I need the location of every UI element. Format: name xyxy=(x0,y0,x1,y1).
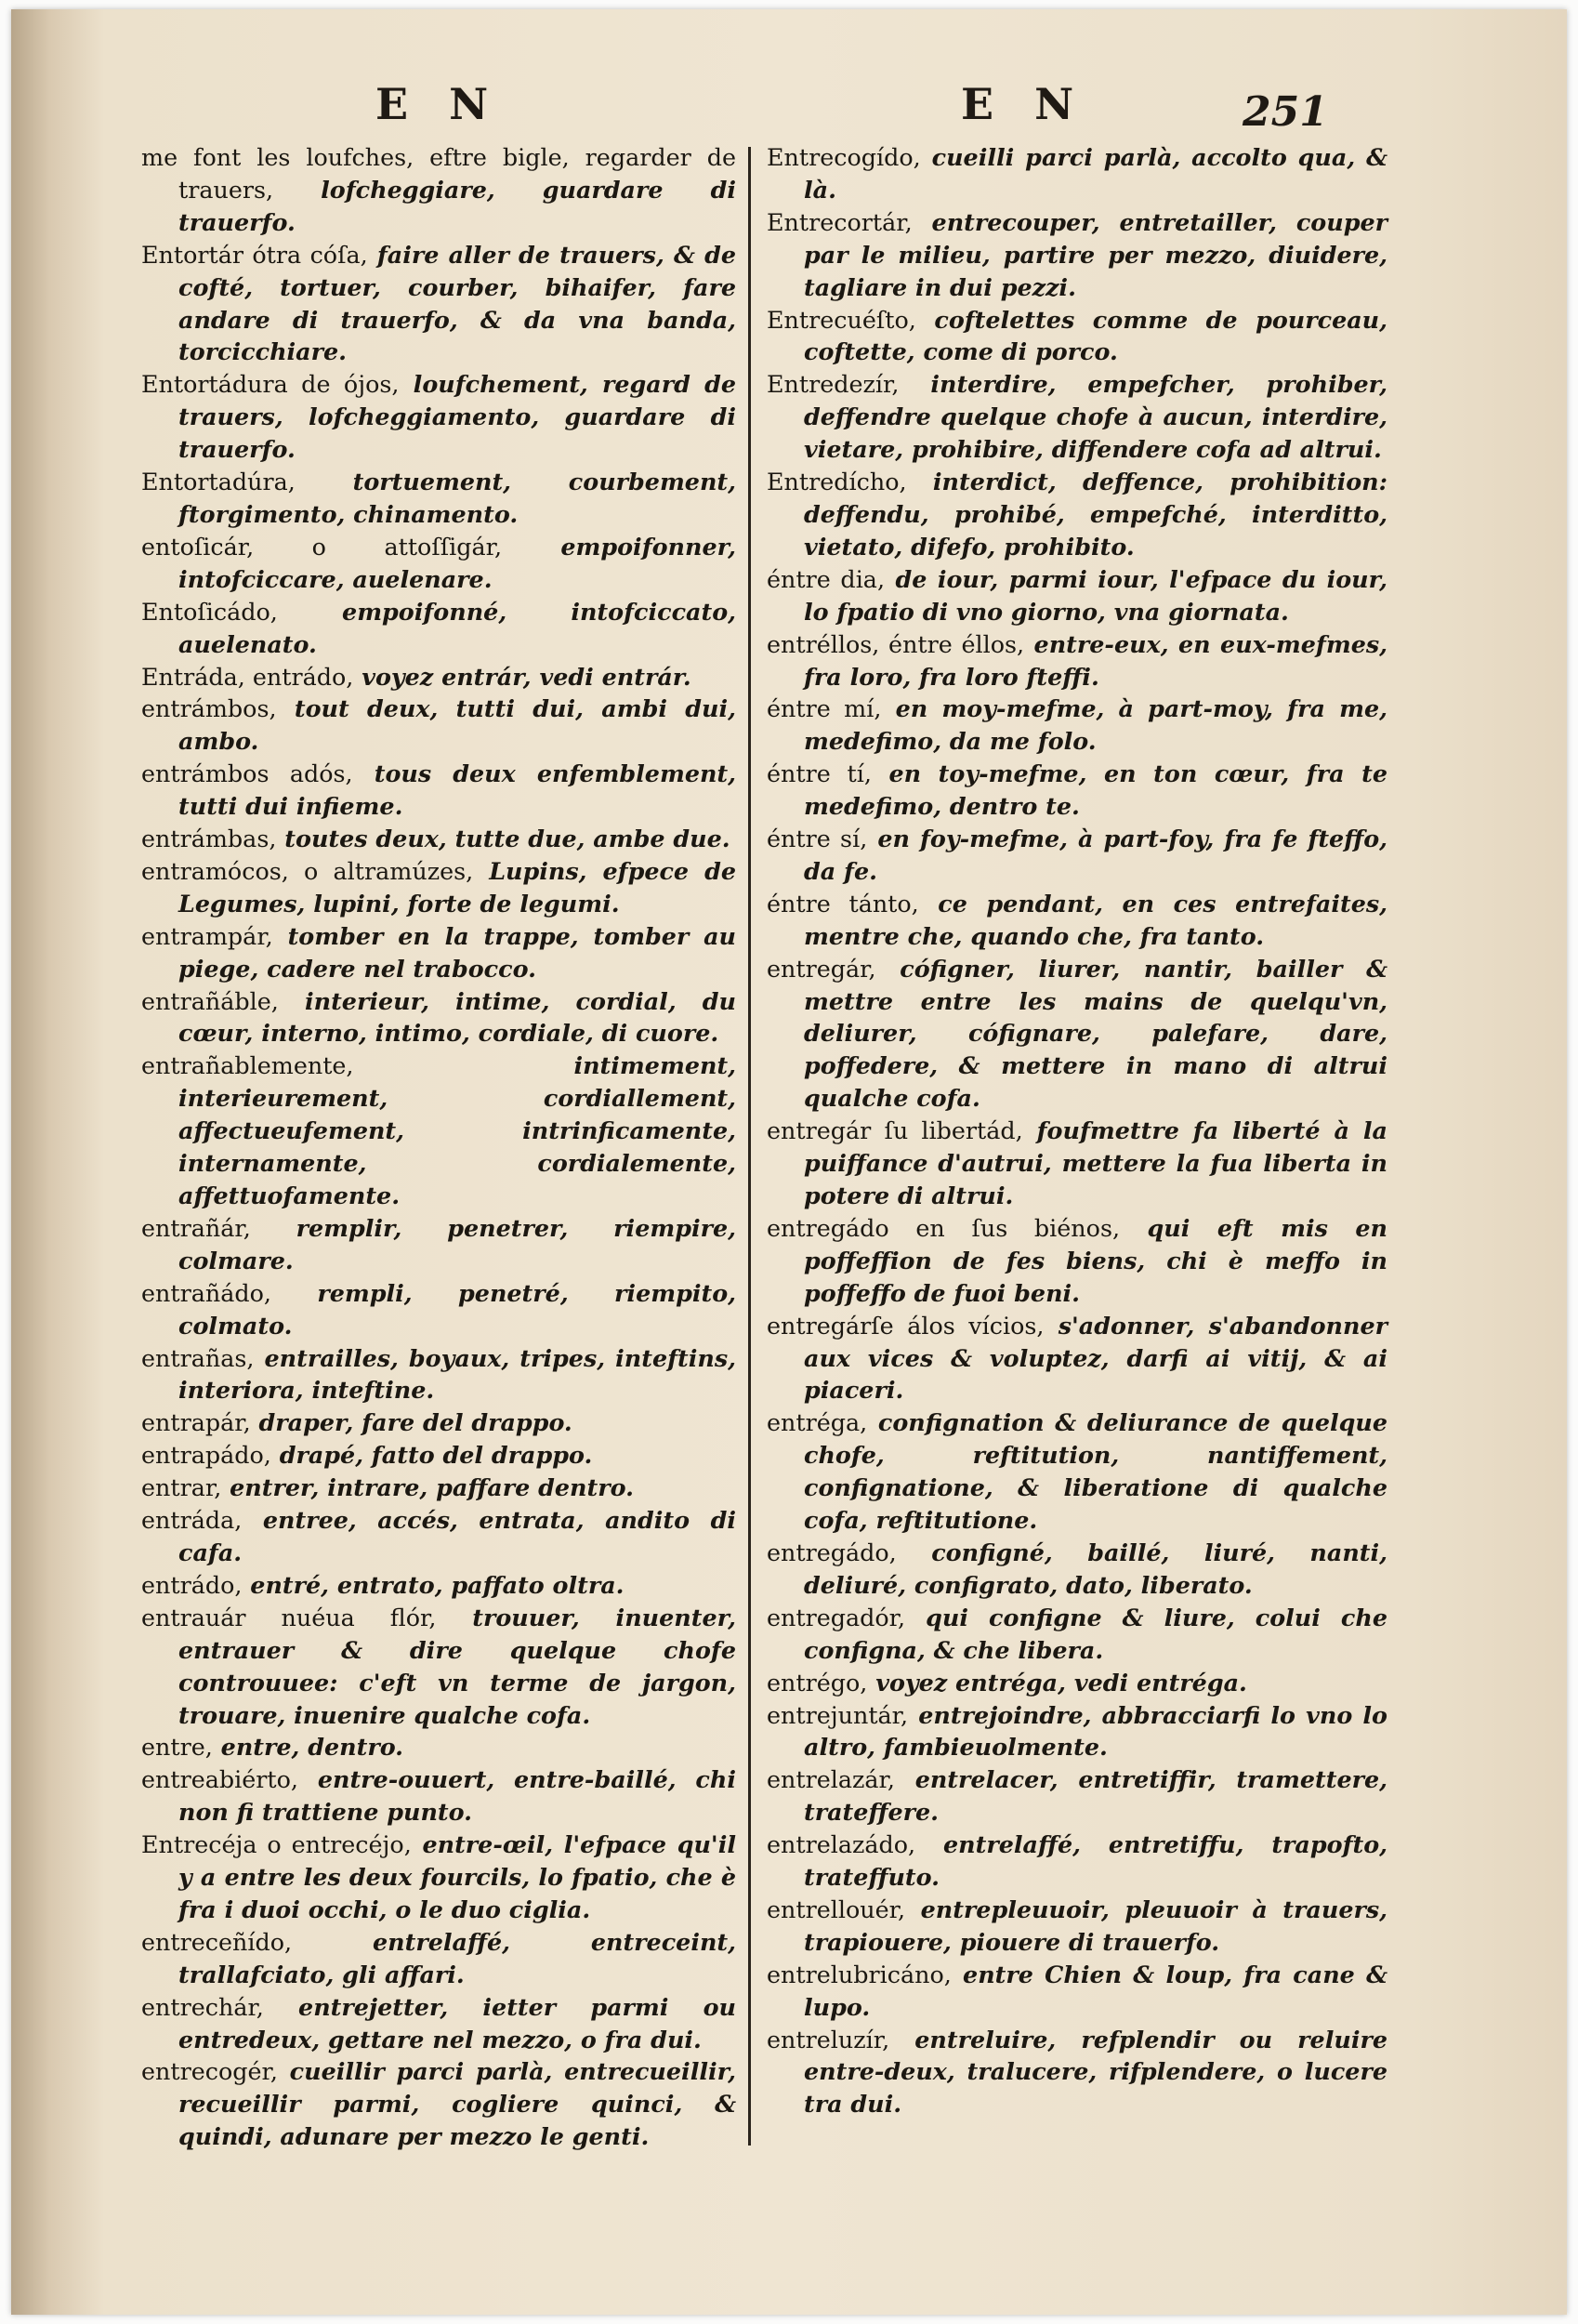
entry-headword: Entortádura de ójos, xyxy=(141,370,400,399)
entry-definition: s'adonner, s'abandonner aux vices & voluptez, darfi ai vitij, & ai piaceri. xyxy=(804,1311,1387,1405)
entry-headword: entreluzír, xyxy=(767,2025,890,2053)
entry-definition: rempli, penetré, riempito, colmato. xyxy=(178,1278,736,1340)
dictionary-entry xyxy=(767,1115,1387,1212)
dictionary-entry xyxy=(767,628,1387,693)
entry-headword: Entredícho, xyxy=(767,468,907,496)
entry-headword: éntre mí, xyxy=(767,694,882,723)
entry-definition: interdire, empefcher, prohiber, deffendre quelque chofe à aucun, interdire, vietare, prohibire, diffendere cofa ad altrui. xyxy=(804,370,1387,464)
entry-headword: entrapádo, xyxy=(141,1441,271,1470)
dictionary-entry xyxy=(141,661,736,693)
entry-headword: entréga, xyxy=(767,1408,868,1437)
dictionary-entry xyxy=(141,1829,736,1926)
dictionary-entry xyxy=(767,888,1387,953)
entry-definition: en toy-mefme, en ton cœur, fra te medefimo, dentro te. xyxy=(804,759,1387,821)
dictionary-entry xyxy=(141,141,736,239)
entry-definition: entre, dentro. xyxy=(212,1733,404,1762)
entry-definition: toutes deux, tutte due, ambe due. xyxy=(276,825,730,853)
entry-headword: entréllos, éntre éllos, xyxy=(767,629,1025,658)
entry-definition: entre Chien & loup, fra cane & lupo. xyxy=(804,1960,1387,2021)
entry-headword: entrámbos adós, xyxy=(141,759,353,788)
entry-definition: tortuement, courbement, ftorgimento, chinamento. xyxy=(178,468,736,528)
entry-definition: entrejoindre, abbracciarfi lo vno lo altro, fambieuolmente. xyxy=(804,1700,1387,1762)
page-number: 251 xyxy=(1243,88,1328,136)
dictionary-entry xyxy=(141,1731,736,1763)
dictionary-entry xyxy=(141,596,736,661)
entry-headword: entrelazádo, xyxy=(767,1830,916,1859)
entry-headword: entregádo, xyxy=(767,1538,897,1566)
entry-definition: entrelaffé, entretiffu, trapofto, trateffuto. xyxy=(804,1830,1387,1892)
dictionary-entry xyxy=(141,1991,736,2056)
entry-headword: éntre tí, xyxy=(767,759,872,788)
entry-definition: entrailles, boyaux, tripes, inteftins, interiora, inteftine. xyxy=(178,1343,736,1405)
dictionary-entry xyxy=(767,2024,1387,2121)
entry-headword: entrelazár, xyxy=(767,1765,895,1794)
entry-headword: entregár, xyxy=(767,954,876,983)
entry-definition: entree, accés, entrata, andito di cafa. xyxy=(178,1506,736,1566)
dictionary-entry xyxy=(767,1602,1387,1667)
entry-headword: entrapár, xyxy=(141,1408,251,1437)
dictionary-entry xyxy=(141,855,736,920)
entry-definition: entre-œil, l'efpace qu'il y a entre les deux fourcils, lo fpatio, che è fra i duoi occhi, o le duo ciglia. xyxy=(178,1830,736,1923)
entry-definition: en foy-mefme, à part-foy, fra fe fteffo, da fe. xyxy=(804,825,1387,885)
dictionary-entry xyxy=(141,2055,736,2153)
entry-definition: intimement, interieurement, cordiallement, affectueufement, intrinficamente, internamente, cordialemente, affettuofamente. xyxy=(178,1051,736,1209)
entry-headword: entregádo en ſus biénos, xyxy=(767,1213,1121,1242)
entry-definition: voyez entrár, vedi entrár. xyxy=(353,662,691,691)
entry-definition: configné, baillé, liuré, nanti, deliuré, configrato, dato, liberato. xyxy=(804,1538,1387,1599)
dictionary-entry xyxy=(141,920,736,985)
running-head-right: E N xyxy=(961,79,1087,129)
entry-definition: entrer, intrare, paffare dentro. xyxy=(221,1473,634,1502)
entry-definition: cófigner, liurer, nantir, bailler & mettre entre les mains de quelqu'vn, deliurer, cófignare, palefare, dare, poffedere, & mettere in mano di altrui qualche cofa. xyxy=(804,954,1387,1113)
dictionary-entry xyxy=(767,1763,1387,1829)
dictionary-entry xyxy=(141,1406,736,1439)
entry-definition: interdict, deffence, prohibition: deffendu, prohibé, empefché, interditto, vietato, difefo, prohibito. xyxy=(804,468,1387,561)
dictionary-entry xyxy=(141,1342,736,1407)
entry-headword: entrar, xyxy=(141,1473,222,1502)
entry-definition: confignation & deliurance de quelque chofe, reftitution, nantiffement, confignatione, & liberatione di qualche cofa, reftitutione. xyxy=(804,1408,1387,1535)
entry-definition: Lupins, efpece de Legumes, lupini, forte de legumi. xyxy=(178,856,736,918)
entry-definition: entre-ouuert, entre-baillé, chi non fi trattiene punto. xyxy=(178,1765,736,1827)
entry-headword: entrampár, xyxy=(141,921,273,950)
entry-headword: entrañablemente, xyxy=(141,1051,354,1080)
entry-headword: entrañáble, xyxy=(141,986,279,1015)
entry-definition: coftelettes comme de pourceau, coftette, come di porco. xyxy=(804,305,1387,366)
entry-headword: entráda, xyxy=(141,1506,243,1535)
entry-definition: interieur, intime, cordial, du cœur, interno, intimo, cordiale, di cuore. xyxy=(178,986,736,1048)
entry-headword: entrechár, xyxy=(141,1992,264,2021)
dictionary-entry xyxy=(141,1212,736,1277)
entry-definition: lofcheggiare, guardare di trauerfo. xyxy=(178,175,736,236)
entry-headword: entrellouér, xyxy=(767,1895,906,1923)
dictionary-entry xyxy=(767,693,1387,758)
entry-headword: Entrecortár, xyxy=(767,207,913,236)
right-column xyxy=(767,141,1387,2120)
dictionary-entry xyxy=(767,141,1387,206)
left-column xyxy=(141,141,736,2153)
entry-headword: entrañár, xyxy=(141,1213,251,1242)
entry-definition: qui configne & liure, colui che configna, & che libera. xyxy=(804,1603,1387,1664)
entry-headword: entrádo, xyxy=(141,1570,243,1599)
entry-definition: foufmettre fa liberté à la puiffance d'autrui, mettere la fua liberta in potere di altrui. xyxy=(804,1116,1387,1209)
dictionary-entry xyxy=(141,823,736,855)
entry-definition: trouuer, inuenter, entrauer & dire quelque chofe controuuee: c'eft vn terme de jargon, trouare, inuenire qualche cofa. xyxy=(178,1603,736,1729)
dictionary-entry xyxy=(767,1829,1387,1894)
dictionary-entry xyxy=(767,823,1387,888)
dictionary-entry xyxy=(141,368,736,466)
entry-headword: entramócos, o altramúzes, xyxy=(141,856,474,885)
entry-headword: Entráda, entrádo, xyxy=(141,662,354,691)
dictionary-entry xyxy=(767,206,1387,304)
dictionary-entry xyxy=(141,239,736,369)
entry-definition: ce pendant, en ces entrefaites, mentre che, quando che, fra tanto. xyxy=(804,889,1387,950)
dictionary-entry xyxy=(767,1667,1387,1699)
dictionary-entry xyxy=(141,1439,736,1472)
entry-headword: entreabiérto, xyxy=(141,1765,298,1794)
dictionary-entry xyxy=(141,1569,736,1602)
dictionary-entry xyxy=(141,1763,736,1829)
dictionary-entry xyxy=(141,1504,736,1569)
entry-definition: empoifonné, intofciccato, auelenato. xyxy=(178,597,736,658)
entry-definition: de iour, parmi iour, l'efpace du iour, lo fpatio di vno giorno, vna giornata. xyxy=(804,564,1388,626)
entry-headword: entrelubricáno, xyxy=(767,1960,952,1988)
entry-headword: éntre sí, xyxy=(767,825,868,853)
entry-definition: tomber en la trappe, tomber au piege, cadere nel trabocco. xyxy=(178,921,736,983)
entry-headword: entregár ſu libertád, xyxy=(767,1116,1023,1145)
dictionary-entry xyxy=(767,304,1387,369)
dictionary-entry xyxy=(141,985,736,1050)
entry-definition: loufchement, regard de trauers, lofcheggiamento, guardare di trauerfo. xyxy=(178,370,736,464)
entry-definition: tous deux enfemblement, tutti dui infieme. xyxy=(178,759,737,821)
dictionary-entry xyxy=(141,1926,736,1991)
entry-definition: entreluire, refplendir ou reluire entre-deux, tralucere, rifplendere, o lucere tra dui. xyxy=(804,2025,1387,2119)
entry-definition: entrelacer, entretiffir, tramettere, trateffere. xyxy=(804,1765,1387,1827)
entry-definition: cueillir parci parlà, entrecueillir, recueillir parmi, cogliere quinci, & quindi, adunare per mezzo le genti. xyxy=(178,2057,736,2151)
entry-definition: entrejetter, ietter parmi ou entredeux, gettare nel mezzo, o fra dui. xyxy=(178,1992,736,2053)
entry-definition: tout deux, tutti dui, ambi dui, ambo. xyxy=(178,694,736,756)
dictionary-entry xyxy=(141,1050,736,1212)
dictionary-entry xyxy=(767,1406,1387,1537)
dictionary-entry xyxy=(767,1310,1387,1407)
dictionary-entry xyxy=(141,1277,736,1342)
entry-definition: entre-eux, en eux-mefmes, fra loro, fra loro fteffi. xyxy=(804,629,1387,691)
entry-definition: faire aller de trauers, & de cofté, tortuer, courber, bihaifer, fare andare di trauerfo, & da vna banda, torcicchiare. xyxy=(178,240,736,366)
entry-headword: entrecogér, xyxy=(141,2057,278,2086)
entry-definition: cueilli parci parlà, accolto qua, & là. xyxy=(804,143,1387,204)
entry-definition: entrelaffé, entreceint, trallafciato, gli affari. xyxy=(178,1927,736,1988)
entry-headword: éntre tánto, xyxy=(767,889,919,918)
entry-definition: draper, fare del drappo. xyxy=(250,1408,572,1437)
entry-definition: entrepleuuoir, pleuuoir à trauers, trapiouere, piouere di trauerfo. xyxy=(804,1895,1387,1956)
dictionary-entry xyxy=(767,466,1387,563)
dictionary-entry xyxy=(767,368,1387,466)
entry-headword: entrejuntár, xyxy=(767,1700,909,1729)
entry-definition: drapé, fatto del drappo. xyxy=(270,1441,593,1470)
dictionary-entry xyxy=(767,563,1387,628)
entry-headword: Entredezír, xyxy=(767,370,900,399)
dictionary-entry xyxy=(767,1537,1387,1602)
entry-headword: Entrecogído, xyxy=(767,143,921,171)
entry-headword: entrámbos, xyxy=(141,694,277,723)
page xyxy=(11,9,1567,2315)
running-head-left: E N xyxy=(375,79,502,129)
dictionary-entry xyxy=(767,953,1387,1116)
entry-definition: empoifonner, intofciccare, auelenare. xyxy=(178,532,736,593)
dictionary-entry xyxy=(141,466,736,531)
dictionary-entry xyxy=(141,693,736,758)
entry-headword: Entoſicádo, xyxy=(141,597,278,626)
entry-headword: Entrecuéſto, xyxy=(767,305,916,334)
dictionary-entry xyxy=(141,1472,736,1504)
dictionary-entry xyxy=(767,1894,1387,1959)
entry-headword: entrámbas, xyxy=(141,825,277,853)
entry-headword: entregadór, xyxy=(767,1603,906,1631)
dictionary-entry xyxy=(767,758,1387,823)
entry-headword: Entortadúra, xyxy=(141,468,296,496)
dictionary-entry xyxy=(767,1699,1387,1764)
column-divider xyxy=(748,147,751,2146)
entry-headword: entrauár nuéua flór, xyxy=(141,1603,437,1631)
entry-definition: voyez entréga, vedi entréga. xyxy=(867,1668,1247,1697)
entry-headword: entrañas, xyxy=(141,1343,255,1372)
entry-headword: Entrecéja o entrecéjo, xyxy=(141,1830,412,1859)
entry-definition: qui eft mis en poffeffion de fes biens, chi è meffo in poffeffo de fuoi beni. xyxy=(804,1213,1387,1307)
entry-headword: entreceñído, xyxy=(141,1927,293,1956)
entry-definition: entré, entrato, paffato oltra. xyxy=(242,1570,625,1599)
entry-headword: entre, xyxy=(141,1733,213,1762)
entry-headword: entregárſe álos vícios, xyxy=(767,1311,1045,1340)
entry-headword: entoſicár, o attoſſigár, xyxy=(141,532,503,561)
dictionary-entry xyxy=(141,758,736,823)
dictionary-entry xyxy=(141,531,736,596)
entry-headword: Entortár ótra cóſa, xyxy=(141,240,368,269)
entry-headword: entrégo, xyxy=(767,1668,868,1697)
entry-definition: entrecouper, entretailler, couper par le milieu, partire per mezzo, diuidere, tagliare in dui pezzi. xyxy=(804,207,1387,301)
entry-headword: entrañádo, xyxy=(141,1278,271,1307)
dictionary-entry xyxy=(767,1959,1387,2024)
entry-definition: en moy-mefme, à part-moy, fra me, medefimo, da me folo. xyxy=(804,694,1387,756)
dictionary-entry xyxy=(141,1602,736,1732)
entry-definition: remplir, penetrer, riempire, colmare. xyxy=(178,1213,736,1274)
entry-headword: me font les loufches, eftre bigle, regarder de trauers, xyxy=(141,143,736,204)
entry-headword: éntre dia, xyxy=(767,564,886,593)
dictionary-entry xyxy=(767,1212,1387,1310)
